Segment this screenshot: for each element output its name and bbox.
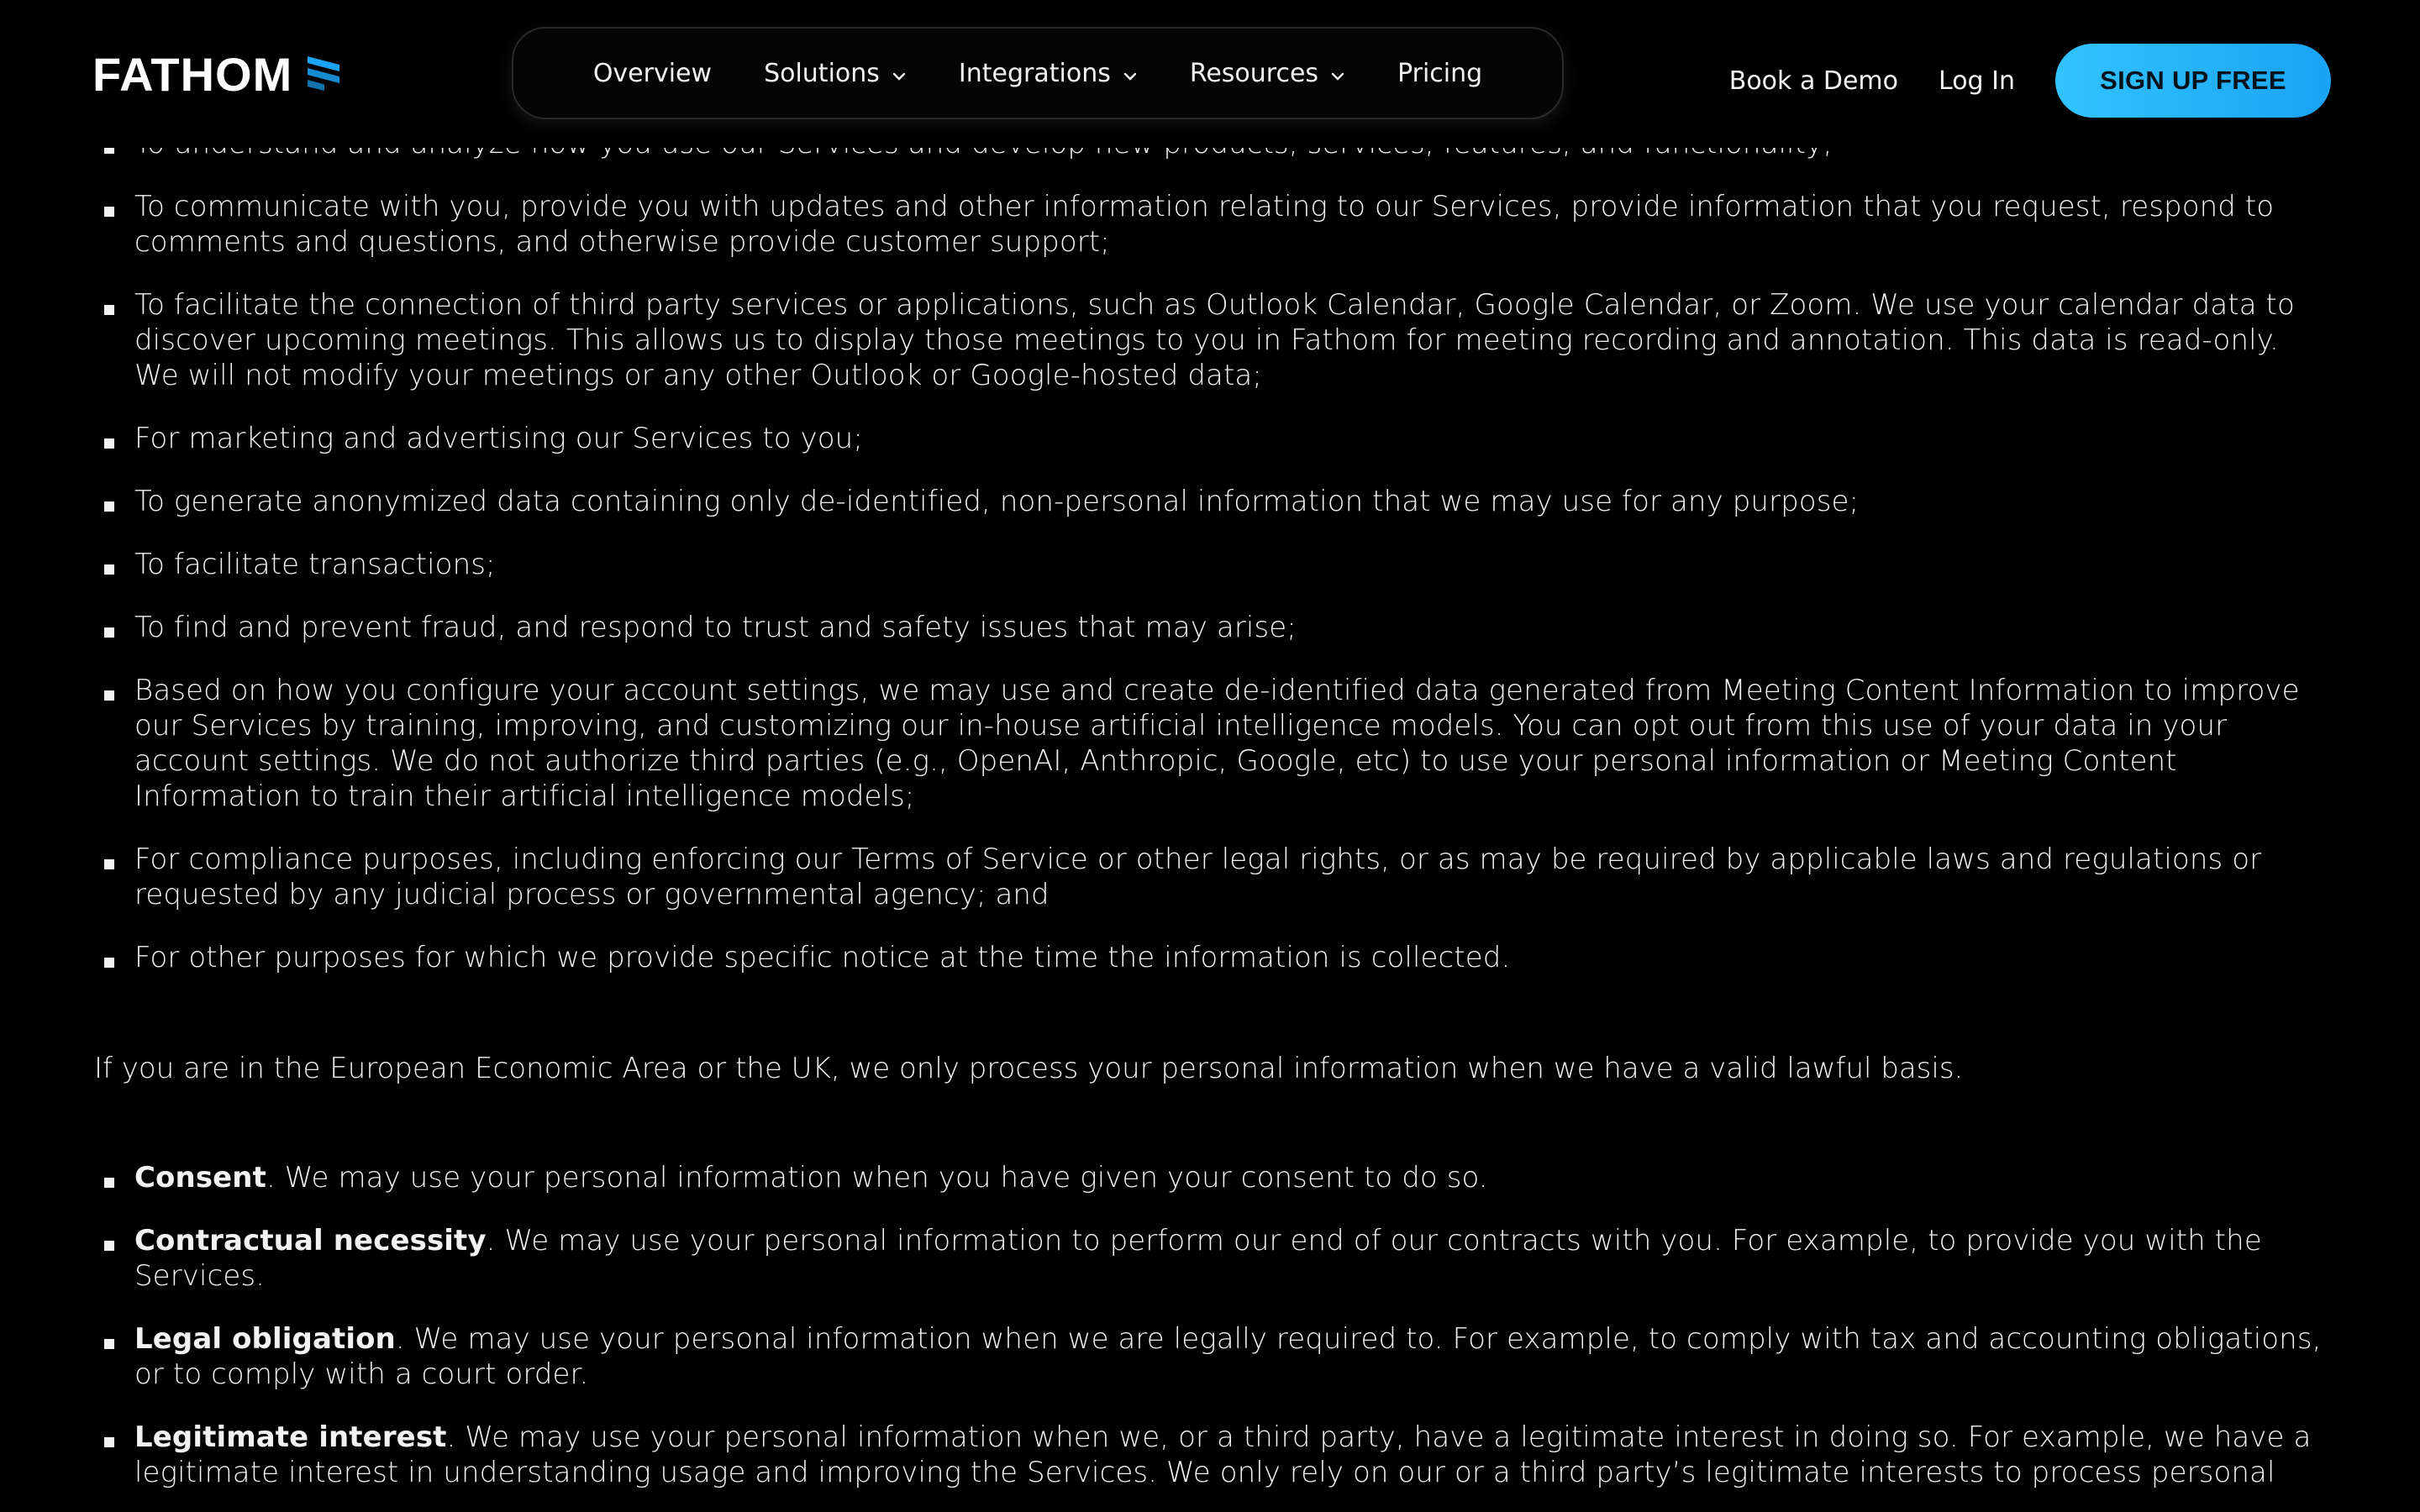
basis-term: Consent: [134, 1161, 266, 1194]
logo-wordmark: FATHOM: [92, 47, 293, 101]
policy-content: [94, 126, 2329, 1512]
nav-label: Resources: [1189, 58, 1319, 88]
site-header: [0, 0, 2420, 148]
nav-label: Integrations: [958, 58, 1111, 88]
nav-resources[interactable]: [1190, 59, 1345, 88]
list-item: [94, 1223, 2329, 1294]
basis-text: . We may use your personal information when you have given your consent to do so.: [266, 1161, 1488, 1194]
lawful-bases-list: [94, 1160, 2329, 1490]
nav-solutions[interactable]: [764, 59, 907, 88]
nav-label: Overview: [592, 58, 713, 88]
list-item: To find and prevent fraud, and respond to trust and safety issues that may arise;: [94, 610, 2329, 645]
header-actions: [1729, 44, 2331, 118]
basis-text: . We may use your personal information when we are legally required to. For example, to comply with tax and accounting obligations, or to comply with a court order.: [134, 1322, 2322, 1391]
list-item: [94, 1420, 2329, 1490]
lawful-basis-intro: If you are in the European Economic Area or the UK, we only process your personal information when we have a valid lawful basis.: [94, 1052, 1964, 1085]
list-item: To facilitate the connection of third party services or applications, such as Outlook Calendar, Google Calendar, or Zoom. We use your calendar data to discover upcoming meetings. This allows us to display those meetings to you in Fathom for meeting recording and annotation. This data is read-only. We will not modify your meetings or any other Outlook or Google-hosted data;: [94, 287, 2329, 393]
chevron-down-icon: [1330, 59, 1345, 88]
chevron-down-icon: [892, 59, 907, 88]
list-item: For marketing and advertising our Services to you;: [94, 421, 2329, 456]
sign-up-button[interactable]: SIGN UP FREE: [2055, 44, 2331, 118]
nav-pricing[interactable]: [1397, 59, 1482, 88]
log-in-link[interactable]: Log In: [1939, 66, 2015, 96]
list-item: For other purposes for which we provide specific notice at the time the information is collected.: [94, 940, 2329, 975]
nav-label: Pricing: [1397, 58, 1483, 88]
nav-overview[interactable]: [593, 59, 712, 88]
main-nav: [512, 27, 1564, 119]
list-item: To generate anonymized data containing only de-identified, non-personal information that we may use for any purpose;: [94, 484, 2329, 519]
list-item: Based on how you configure your account settings, we may use and create de-identified data generated from Meeting Content Information to improve our Services by training, improving, and customizing our in-house artificial intelligence models. You can opt out from this use of your data in your account settings. We do not authorize third parties (e.g., OpenAI, Anthropic, Google, etc) to use your personal information or Meeting Content Information to train their artificial intelligence models;: [94, 673, 2329, 814]
chevron-down-icon: [1123, 59, 1138, 88]
list-item: To communicate with you, provide you with updates and other information relating to our Services, provide information that you request, respond to comments and questions, and otherwise provide customer support;: [94, 189, 2329, 260]
uses-list: [94, 126, 2329, 975]
basis-term: Contractual necessity: [134, 1224, 487, 1257]
list-item: [94, 1321, 2329, 1392]
fathom-logo-icon: [302, 51, 345, 97]
nav-integrations[interactable]: [959, 59, 1138, 88]
list-item: [94, 1160, 2329, 1195]
basis-text: . We may use your personal information to perform our end of our contracts with you. For example, to provide you with the Services.: [134, 1224, 2262, 1293]
basis-text: . We may use your personal information when we, or a third party, have a legitimate interest in doing so. For example, we have a legitimate interest in understanding usage and improving the Services. We only rely on our or a third party’s legitimate interests to process personal: [134, 1420, 2312, 1489]
nav-label: Solutions: [764, 58, 880, 88]
fathom-logo[interactable]: [92, 46, 345, 102]
basis-term: Legitimate interest: [134, 1420, 447, 1454]
book-demo-link[interactable]: Book a Demo: [1728, 66, 1899, 96]
basis-term: Legal obligation: [134, 1322, 396, 1356]
list-item: To facilitate transactions;: [94, 547, 2329, 582]
list-item: For compliance purposes, including enforcing our Terms of Service or other legal rights, or as may be required by applicable laws and regulations or requested by any judicial process or governmental agency; and: [94, 842, 2329, 912]
